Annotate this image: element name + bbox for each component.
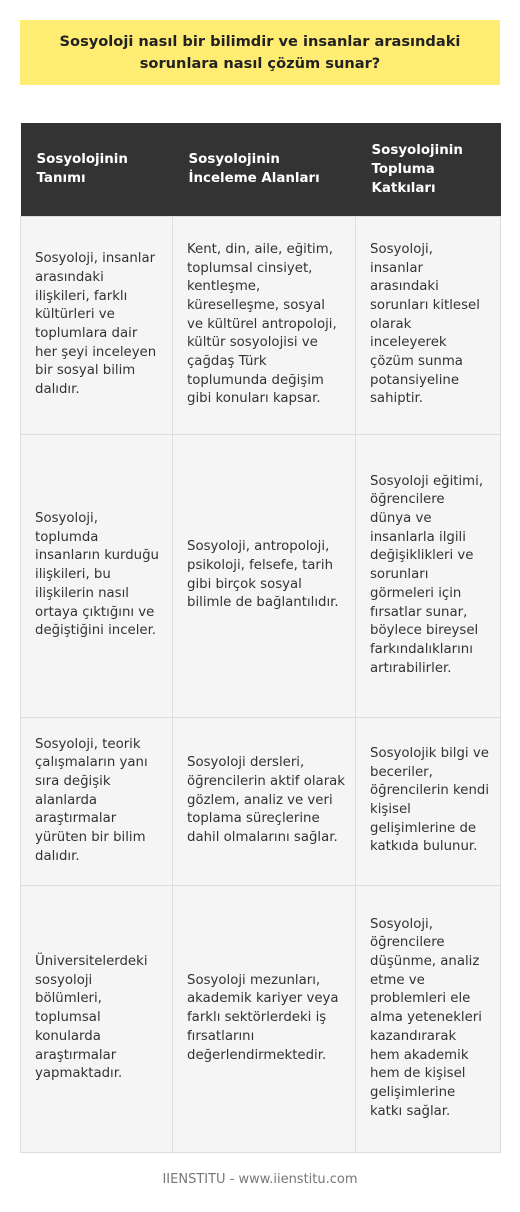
table-cell: Sosyoloji, toplumda insanların kurduğu ilişkileri, bu ilişkilerin nasıl ortaya çıktığını ve değiştiğini inceler. (21, 434, 173, 717)
table-row (21, 717, 501, 885)
table-cell: Sosyoloji, antropoloji, psikoloji, felsefe, tarih gibi birçok sosyal bilimle de bağlantılıdır. (173, 434, 356, 717)
column-header: Sosyolojinin İnceleme Alanları (173, 123, 356, 216)
table-row (21, 885, 501, 1152)
column-header: Sosyolojinin Tanımı (21, 123, 173, 216)
table-header-row (21, 123, 501, 216)
table-cell: Sosyoloji, insanlar arasındaki sorunları kitlesel olarak inceleyerek çözüm sunma potansiyeline sahiptir. (356, 216, 501, 434)
table-cell: Kent, din, aile, eğitim, toplumsal cinsiyet, kentleşme, küreselleşme, sosyal ve kültürel antropoloji, kültür sosyolojisi ve çağdaş Türk toplumunda değişim gibi konuları kapsar. (173, 216, 356, 434)
column-header: Sosyolojinin Topluma Katkıları (356, 123, 501, 216)
table-cell: Sosyoloji, insanlar arasındaki ilişkileri, farklı kültürleri ve toplumlara dair her şeyi inceleyen bir sosyal bilim dalıdır. (21, 216, 173, 434)
page-title: Sosyoloji nasıl bir bilimdir ve insanlar arasındaki sorunlara nasıl çözüm sunar? (59, 32, 461, 72)
table-cell: Sosyolojik bilgi ve beceriler, öğrencilerin kendi kişisel gelişimlerine de katkıda bulunur. (356, 717, 501, 885)
table-cell: Üniversitelerdeki sosyoloji bölümleri, toplumsal konularda araştırmalar yapmaktadır. (21, 885, 173, 1152)
table-cell: Sosyoloji mezunları, akademik kariyer veya farklı sektörlerdeki iş fırsatlarını değerlendirmektedir. (173, 885, 356, 1152)
table-cell: Sosyoloji, teorik çalışmaların yanı sıra değişik alanlarda araştırmalar yürüten bir bilim dalıdır. (21, 717, 173, 885)
table-row (21, 434, 501, 717)
table-cell: Sosyoloji dersleri, öğrencilerin aktif olarak gözlem, analiz ve veri toplama süreçlerine dahil olmalarını sağlar. (173, 717, 356, 885)
table-cell: Sosyoloji, öğrencilere düşünme, analiz etme ve problemleri ele alma yetenekleri kazandırarak hem akademik hem de kişisel gelişimlerine katkı sağlar. (356, 885, 501, 1152)
table-cell: Sosyoloji eğitimi, öğrencilere dünya ve insanlarla ilgili değişiklikleri ve sorunları görmeleri için fırsatlar sunar, böylece bireysel farkındalıklarını artırabilirler. (356, 434, 501, 717)
title-banner (20, 20, 500, 85)
info-table (20, 123, 501, 1153)
footer-credit: IIENSTITU - www.iienstitu.com (162, 1172, 358, 1187)
table-row (21, 216, 501, 434)
